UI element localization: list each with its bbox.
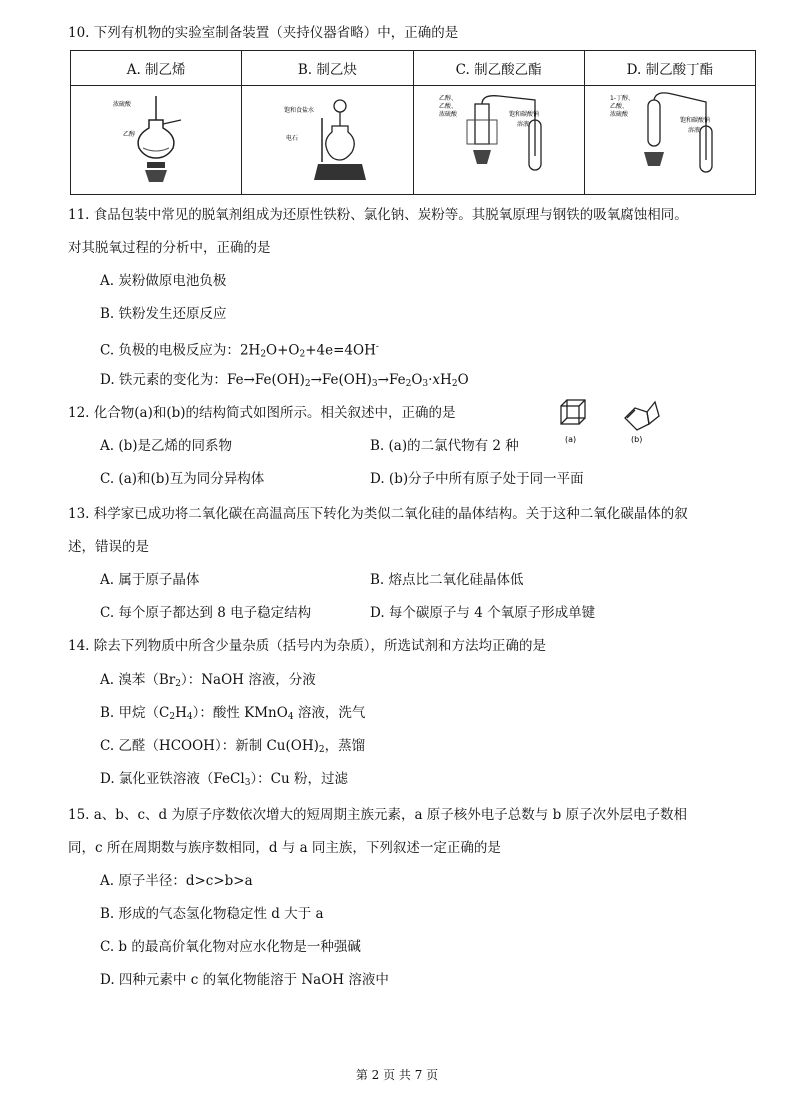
q10-option-a: A. 制乙烯 (71, 51, 242, 86)
q12-option-d: D. (b)分子中所有原子处于同一平面 (370, 471, 584, 487)
q10-figure-a-cell (71, 86, 242, 195)
ethylene-apparatus-icon (111, 90, 201, 186)
q15-option-c: C. b 的最高价氧化物对应水化物是一种强碱 (100, 939, 361, 955)
q11-option-c: C. 负极的电极反应为：$2H_2O+O_2+4e=4OH^-$ (100, 342, 379, 360)
label-c-sodium-carbonate: 饱和碳酸钠 (508, 111, 539, 118)
label-c-sulfuric-acid: 浓硫酸 (438, 111, 457, 118)
q10-figure-d-cell (584, 86, 755, 195)
label-b: (b) (631, 435, 643, 444)
q14-d-post: ）：Cu 粉，过滤 (250, 771, 349, 787)
label-carbide: 电石 (286, 135, 299, 142)
q10-figure-c-cell (413, 86, 584, 195)
q14-option-c: C. 乙醛（HCOOH）：新制 $Cu(OH)_2$，蒸馏 (100, 738, 366, 755)
q11-stem-line1: 11. 食品包装中常见的脱氧剂组成为还原性铁粉、氯化钠、炭粉等。其脱氧原理与钢铁的吸氧腐蚀相同。 (68, 207, 688, 223)
q10-stem: 10. 下列有机物的实验室制备装置（夹持仪器省略）中，正确的是 (68, 25, 459, 41)
q14-stem: 14. 除去下列物质中所含少量杂质（括号内为杂质），所选试剂和方法均正确的是 (68, 638, 547, 654)
q13-option-d: D. 每个碳原子与 4 个氧原子形成单键 (370, 605, 596, 621)
q11-option-b: B. 铁粉发生还原反应 (100, 306, 227, 322)
q14-a-pre: A. 溴苯（Br (100, 672, 176, 688)
q13-stem-line1: 13. 科学家已成功将二氧化碳在高温高压下转化为类似二氧化硅的晶体结构。关于这种二氧化碳晶体的叙 (68, 506, 688, 522)
q13-option-c: C. 每个原子都达到 8 电子稳定结构 (100, 605, 312, 621)
label-c-acetic-acid: 乙酸、 (438, 103, 457, 110)
q14-a-post: ）：NaOH 溶液，分液 (180, 672, 316, 688)
q15-option-d: D. 四种元素中 c 的氧化物能溶于 NaOH 溶液中 (100, 972, 389, 988)
q13-stem-line2: 述，错误的是 (68, 539, 149, 555)
q10-option-d: D. 制乙酸丁酯 (584, 51, 755, 86)
label-a: (a) (565, 435, 577, 444)
q14-option-b: B. 甲烷$(C_2H_4)$：酸性 KMnO$_4$ 溶液，洗气 (100, 705, 366, 722)
q15-option-b: B. 形成的气态氢化物稳定性 d 大于 a (100, 906, 324, 922)
acetylene-apparatus-icon (282, 90, 372, 186)
q11-stem-line2: 对其脱氧过程的分析中，正确的是 (68, 240, 271, 256)
label-c-solution: 溶液 (516, 121, 529, 128)
q10-option-b: B. 制乙炔 (242, 51, 413, 86)
q14-c-pre: C. 乙醛（HCOOH）：新制 Cu(OH) (100, 738, 319, 754)
q11-option-a: A. 炭粉做原电池负极 (100, 273, 227, 289)
q11-option-d: D. 铁元素的变化为：$Fe\to Fe(OH)_2\to Fe(OH)_3\to Fe_2O_3\cdot xH_2O$ (100, 372, 469, 389)
q14-b-post1: ）：酸性 KMnO (192, 705, 288, 721)
q12-stem: 12. 化合物(a)和(b)的结构简式如图所示。相关叙述中，正确的是 (68, 405, 456, 421)
q14-c-post: ，蒸馏 (324, 738, 366, 754)
q13-option-b: B. 熔点比二氧化硅晶体低 (370, 572, 524, 588)
cubane-structure-icon (561, 400, 585, 424)
q11-option-d-text: D. 铁元素的变化为： (100, 372, 227, 388)
q14-b-pre: B. 甲烷（C (100, 705, 170, 721)
ethyl-acetate-apparatus-icon (439, 90, 559, 186)
page-footer: 第 2 页 共 7 页 (355, 1068, 439, 1082)
label-ethanol: 乙醇 (123, 131, 136, 138)
q14-b-post2: 溶液，洗气 (293, 705, 366, 721)
label-d-sodium-carbonate: 饱和碳酸钠 (679, 117, 710, 124)
butyl-acetate-apparatus-icon (610, 90, 730, 186)
label-d-butanol: 1-丁醇、 (609, 95, 634, 102)
q10-apparatus-table (70, 50, 756, 195)
q10-option-c: C. 制乙酸乙酯 (413, 51, 584, 86)
q14-option-d: D. 氯化亚铁溶液（FeCl$_3$）：Cu 粉，过滤 (100, 771, 349, 788)
bicyclic-structure-icon (625, 402, 659, 430)
label-c-ethanol: 乙醇、 (438, 95, 457, 102)
q15-option-a: A. 原子半径：d>c>b>a (100, 873, 253, 889)
label-d-acetic-acid: 乙酸、 (609, 103, 628, 110)
q10-figure-b-cell (242, 86, 413, 195)
q13-option-a: A. 属于原子晶体 (100, 572, 200, 588)
label-d-solution: 溶液 (687, 127, 700, 134)
q12-option-b: B. (a)的二氯代物有 2 种 (370, 438, 519, 454)
label-brine: 饱和食盐水 (284, 107, 315, 114)
label-d-sulfuric-acid: 浓硫酸 (609, 111, 628, 118)
q12-structures (555, 396, 665, 460)
q11-option-c-text: C. 负极的电极反应为： (100, 342, 240, 359)
q12-option-a: A. (b)是乙烯的同系物 (100, 438, 233, 454)
q14-option-a: A. 溴苯$(Br_2)$：NaOH 溶液，分液 (100, 672, 316, 689)
q15-stem-line2: 同，c 所在周期数与族序数相同，d 与 a 同主族，下列叙述一定正确的是 (68, 840, 501, 856)
q14-b-mid: H (175, 705, 187, 721)
q12-option-c: C. (a)和(b)互为同分异构体 (100, 471, 265, 487)
label-sulfuric-acid: 浓硫酸 (113, 101, 132, 108)
q14-d-pre: D. 氯化亚铁溶液（FeCl (100, 771, 245, 787)
q15-stem-line1: 15. a、b、c、d 为原子序数依次增大的短周期主族元素，a 原子核外电子总数与 b 原子次外层电子数相 (68, 807, 688, 823)
